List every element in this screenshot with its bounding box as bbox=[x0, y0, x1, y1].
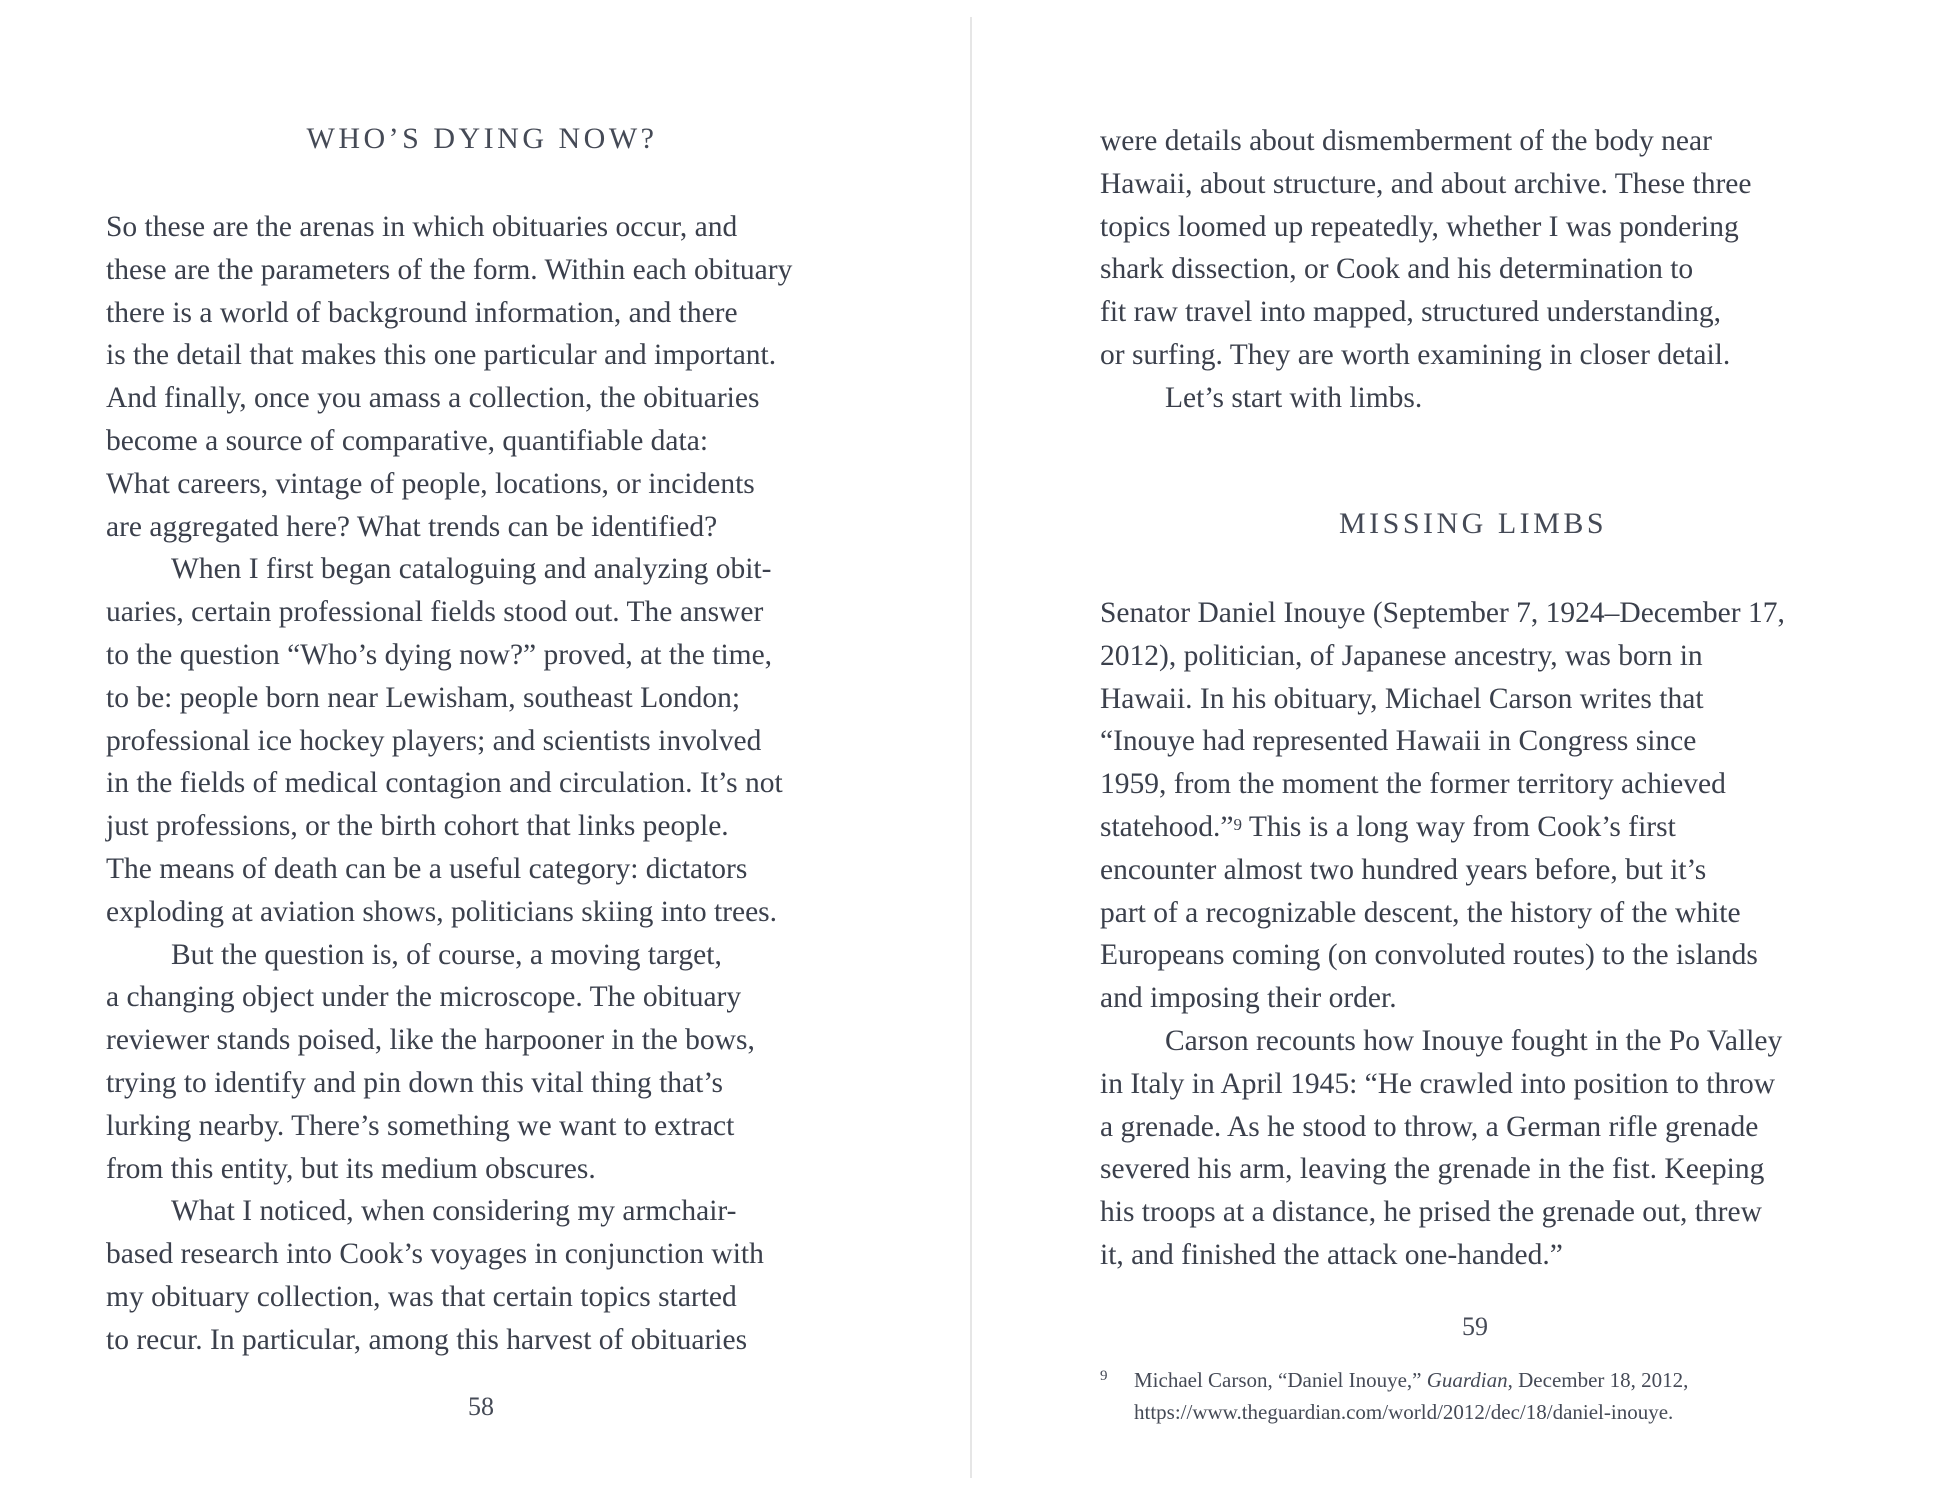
text-line-content: are aggregated here? What trends can be identified? bbox=[106, 510, 718, 543]
text-line-content: a grenade. As he stood to throw, a German rifle grenade bbox=[1100, 1110, 1759, 1143]
text-line-content: Senator Daniel Inouye (September 7, 1924–December 17, bbox=[1100, 597, 1785, 629]
footnote-line bbox=[1134, 1364, 1688, 1396]
text-line bbox=[1100, 720, 1785, 763]
text-line-content: The means of death can be a useful category: dictators bbox=[106, 852, 748, 885]
text-line bbox=[106, 677, 792, 720]
text-line bbox=[106, 377, 792, 420]
text-line bbox=[106, 762, 792, 805]
text-line bbox=[1100, 635, 1785, 678]
text-line-content: these are the parameters of the form. Within each obituary bbox=[106, 253, 793, 286]
text-line bbox=[106, 720, 792, 763]
text-line-content: from this entity, but its medium obscures. bbox=[106, 1152, 596, 1185]
footnote-publication: Guardian bbox=[1426, 1368, 1508, 1392]
footnote-url[interactable]: https://www.theguardian.com/world/2012/dec/18/daniel-inouye. bbox=[1134, 1400, 1674, 1424]
text-line-content: exploding at aviation shows, politicians skiing into trees. bbox=[106, 895, 778, 928]
text-line-content: statehood.” bbox=[1100, 810, 1234, 843]
chapter-section-heading: WHO’S DYING NOW? bbox=[306, 122, 658, 155]
text-line-content: “Inouye had represented Hawaii in Congress since bbox=[1100, 725, 1697, 758]
text-line bbox=[106, 249, 792, 292]
text-line-content: encounter almost two hundred years before, but it’s bbox=[1100, 853, 1707, 886]
text-line bbox=[106, 1148, 792, 1191]
text-line bbox=[106, 1062, 792, 1105]
left-body-text bbox=[106, 206, 792, 1362]
text-line bbox=[1100, 377, 1751, 420]
text-line bbox=[106, 591, 792, 634]
text-line-content: to recur. In particular, among this harvest of obituaries bbox=[106, 1323, 748, 1356]
text-line bbox=[106, 891, 792, 934]
footnote-reference[interactable]: 9 bbox=[1233, 814, 1243, 834]
text-line-content: part of a recognizable descent, the history of the white bbox=[1100, 896, 1741, 929]
text-line bbox=[106, 420, 792, 463]
text-line-content: 2012), politician, of Japanese ancestry, was born in bbox=[1100, 639, 1703, 672]
page-number: 59 bbox=[1462, 1312, 1488, 1341]
text-line-content: to be: people born near Lewisham, southeast London; bbox=[106, 681, 741, 714]
text-line-content: there is a world of background information, and there bbox=[106, 296, 738, 329]
text-line-content: severed his arm, leaving the grenade in the fist. Keeping bbox=[1100, 1153, 1765, 1186]
text-line bbox=[1100, 163, 1751, 206]
text-line-content: just professions, or the birth cohort that links people. bbox=[106, 810, 729, 843]
text-line-content: So these are the arenas in which obituaries occur, and bbox=[106, 211, 738, 243]
text-line bbox=[106, 206, 792, 249]
text-line-content: is the detail that makes this one particular and important. bbox=[106, 339, 777, 372]
text-line bbox=[106, 805, 792, 848]
text-line-content: Hawaii. In his obituary, Michael Carson writes that bbox=[1100, 682, 1704, 715]
text-line bbox=[1100, 763, 1785, 806]
text-line bbox=[106, 1105, 792, 1148]
text-line bbox=[106, 934, 792, 977]
footnote-citation-text: Michael Carson, “Daniel Inouye,” bbox=[1134, 1368, 1427, 1392]
text-line bbox=[106, 1276, 792, 1319]
text-line bbox=[106, 848, 792, 891]
footnote bbox=[1100, 1364, 1688, 1428]
text-line bbox=[1100, 1106, 1785, 1149]
text-line bbox=[106, 1019, 792, 1062]
text-line-content: When I first began cataloguing and analyzing obit- bbox=[171, 553, 772, 586]
text-line-content: based research into Cook’s voyages in conjunction with bbox=[106, 1238, 764, 1271]
page-number: 58 bbox=[468, 1392, 494, 1421]
text-line bbox=[106, 1319, 792, 1362]
text-line bbox=[106, 1190, 792, 1233]
text-line-content: or surfing. They are worth examining in closer detail. bbox=[1100, 338, 1731, 371]
text-line-content: uaries, certain professional fields stood out. The answer bbox=[106, 596, 764, 629]
right-page bbox=[972, 0, 1941, 1500]
text-line-content: But the question is, of course, a moving target, bbox=[171, 938, 722, 971]
text-line-content: Carson recounts how Inouye fought in the Po Valley bbox=[1165, 1024, 1783, 1057]
text-line-content: And finally, once you amass a collection, the obituaries bbox=[106, 382, 760, 415]
text-line bbox=[106, 506, 792, 549]
text-line-content: What I noticed, when considering my armchair- bbox=[171, 1195, 737, 1228]
text-line-content: fit raw travel into mapped, structured understanding, bbox=[1100, 296, 1721, 329]
text-line bbox=[1100, 592, 1785, 635]
right-top-text bbox=[1100, 120, 1751, 420]
text-line bbox=[106, 1233, 792, 1276]
text-line-content: in the fields of medical contagion and circulation. It’s not bbox=[106, 767, 783, 800]
text-line bbox=[1100, 291, 1751, 334]
text-line bbox=[106, 463, 792, 506]
text-line bbox=[1100, 248, 1751, 291]
text-line bbox=[1100, 806, 1785, 849]
text-line-content: to the question “Who’s dying now?” proved, at the time, bbox=[106, 638, 773, 671]
text-line-content: professional ice hockey players; and scientists involved bbox=[106, 724, 762, 757]
text-line-continuation: This is a long way from Cook’s first bbox=[1242, 810, 1676, 843]
text-line-content: trying to identify and pin down this vital thing that’s bbox=[106, 1066, 723, 1099]
text-line bbox=[1100, 849, 1785, 892]
text-line-content: it, and finished the attack one-handed.” bbox=[1100, 1238, 1563, 1271]
right-body-text bbox=[1100, 592, 1785, 1277]
text-line bbox=[1100, 1234, 1785, 1277]
text-line-content: reviewer stands poised, like the harpooner in the bows, bbox=[106, 1024, 755, 1057]
text-line-content: shark dissection, or Cook and his determination to bbox=[1100, 253, 1694, 286]
text-line-content: Let’s start with limbs. bbox=[1165, 381, 1423, 414]
text-line bbox=[106, 634, 792, 677]
text-line bbox=[1100, 206, 1751, 249]
text-line-content: Hawaii, about structure, and about archive. These three bbox=[1100, 167, 1752, 200]
text-line-content: Europeans coming (on convoluted routes) to the islands bbox=[1100, 939, 1758, 972]
text-line bbox=[1100, 678, 1785, 721]
left-page bbox=[0, 0, 969, 1500]
text-line bbox=[1100, 1148, 1785, 1191]
text-line bbox=[1100, 934, 1785, 977]
text-line bbox=[1100, 334, 1751, 377]
text-line bbox=[1100, 892, 1785, 935]
text-line bbox=[106, 976, 792, 1019]
text-line bbox=[1100, 120, 1751, 163]
text-line-content: my obituary collection, was that certain topics started bbox=[106, 1280, 737, 1313]
text-line bbox=[1100, 1020, 1785, 1063]
text-line bbox=[106, 548, 792, 591]
text-line-content: topics loomed up repeatedly, whether I was pondering bbox=[1100, 210, 1739, 243]
text-line-content: his troops at a distance, he prised the grenade out, threw bbox=[1100, 1196, 1762, 1229]
text-line bbox=[106, 334, 792, 377]
footnote-date: , December 18, 2012, bbox=[1507, 1368, 1689, 1392]
footnote-mark: 9 bbox=[1100, 1368, 1108, 1384]
text-line-content: 1959, from the moment the former territory achieved bbox=[1100, 768, 1726, 801]
text-line-content: What careers, vintage of people, locations, or incidents bbox=[106, 467, 755, 500]
text-line-content: become a source of comparative, quantifiable data: bbox=[106, 424, 709, 457]
text-line-content: and imposing their order. bbox=[1100, 982, 1397, 1015]
text-line bbox=[106, 292, 792, 335]
text-line-content: were details about dismemberment of the body near bbox=[1100, 125, 1712, 157]
text-line bbox=[1100, 977, 1785, 1020]
text-line bbox=[1100, 1191, 1785, 1234]
text-line-content: a changing object under the microscope. The obituary bbox=[106, 981, 742, 1014]
text-line-content: in Italy in April 1945: “He crawled into position to throw bbox=[1100, 1067, 1776, 1100]
text-line bbox=[1100, 1063, 1785, 1106]
section-heading-missing-limbs: MISSING LIMBS bbox=[1338, 507, 1608, 540]
text-line-content: lurking nearby. There’s something we want to extract bbox=[106, 1109, 735, 1142]
